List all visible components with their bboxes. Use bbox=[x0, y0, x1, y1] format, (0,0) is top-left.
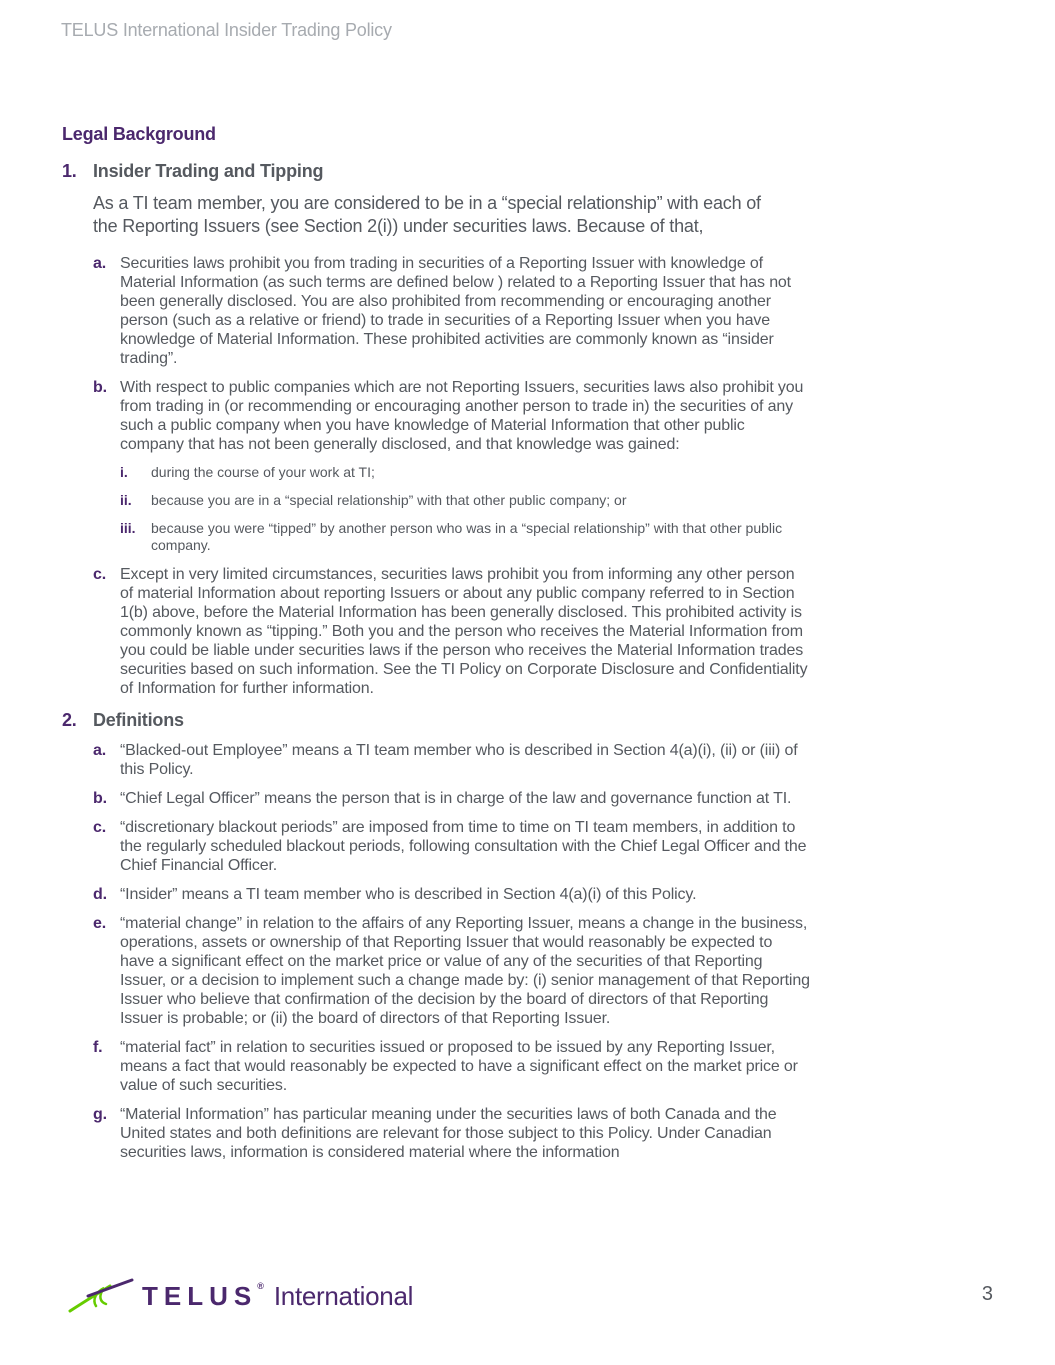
document-body bbox=[62, 124, 822, 1172]
list-item bbox=[93, 789, 822, 808]
section-number: 2. bbox=[62, 710, 77, 730]
list-item bbox=[93, 1038, 822, 1095]
list-item bbox=[93, 565, 822, 698]
sub-list-item bbox=[120, 520, 822, 554]
item-text: “material change” in relation to the affairs of any Reporting Issuer, means a change in the business, operations, assets or ownership of that Reporting Issuer that would reasonably be expected to have a significant effect on the market price or value of any of the securities of that Reporting Issuer, or a decision to implement such a change made by: (i) senior management of that Reporting Issuer who believe that confirmation of the decision by the board of directors of that Reporting Issuer is probable; or (ii) the board of directors of that Reporting Issuer. bbox=[120, 915, 810, 1027]
item-label: e. bbox=[93, 915, 107, 932]
registered-mark: ® bbox=[257, 1280, 264, 1291]
sub-item-label: iii. bbox=[120, 520, 136, 536]
section-1-heading bbox=[62, 161, 822, 182]
sub-list-item bbox=[120, 492, 822, 509]
sub-item-label: ii. bbox=[120, 492, 132, 508]
section-title: Insider Trading and Tipping bbox=[93, 161, 324, 181]
section-number: 1. bbox=[62, 161, 77, 181]
sub-item-label: i. bbox=[120, 464, 128, 480]
item-label: a. bbox=[93, 742, 107, 759]
item-text: “Material Information” has particular meaning under the securities laws of both Canada and the United states and both definitions are relevant for those subject to this Policy. Under Canadian securities laws, information is considered material where the information bbox=[120, 1106, 777, 1161]
list-item bbox=[93, 254, 822, 368]
item-label: c. bbox=[93, 819, 107, 836]
item-text: “Blacked-out Employee” means a TI team member who is described in Section 4(a)(i), (ii) or (iii) of this Policy. bbox=[120, 742, 798, 778]
item-label: b. bbox=[93, 379, 107, 396]
item-label: d. bbox=[93, 886, 107, 903]
telus-international-logo bbox=[66, 1278, 413, 1314]
logo-word: TELUS bbox=[142, 1280, 258, 1311]
sub-list-item bbox=[120, 464, 822, 481]
item-label: g. bbox=[93, 1106, 107, 1123]
sub-item-text: because you were “tipped” by another person who was in a “special relationship” with that other public company. bbox=[151, 520, 783, 553]
section-heading: Legal Background bbox=[62, 124, 216, 144]
list-item bbox=[93, 818, 822, 875]
logo-wordmark bbox=[142, 1281, 264, 1312]
telus-swoosh-icon bbox=[66, 1278, 136, 1314]
intro-paragraph: As a TI team member, you are considered to be in a “special relationship” with each of the Reporting Issuers (see Section 2(i)) under securities laws. Because of that, bbox=[93, 193, 761, 236]
item-text: “discretionary blackout periods” are imposed from time to time on TI team members, in addition to the regularly scheduled blackout periods, following consultation with the Chief Legal Officer and the Chief Financial Officer. bbox=[120, 819, 807, 874]
item-label: a. bbox=[93, 255, 107, 272]
item-text: Except in very limited circumstances, securities laws prohibit you from informing any other person of material Information about reporting Issuers or about any public company referred to in Section 1(b) above, before the Material Information has been generally disclosed. This prohibited activity is commonly known as “tipping.” Both you and the person who receives the Material Information from you could be liable under securities laws if the person who receives the Material Information trades securities based on such information. See the TI Policy on Corporate Disclosure and Confidentiality of Information for further information. bbox=[120, 566, 808, 697]
logo-suffix: International bbox=[273, 1280, 414, 1311]
item-text: “Chief Legal Officer” means the person that is in charge of the law and governance function at TI. bbox=[120, 790, 792, 807]
item-text: Securities laws prohibit you from trading in securities of a Reporting Issuer with knowledge of Material Information (as such terms are defined below ) related to a Reporting Issuer that has not been generally disclosed. You are also prohibited from recommending or encouraging another person (such as a relative or friend) to trade in securities of a Reporting Issuer when you have knowledge of Material Information. These prohibited activities are commonly known as “insider trading”. bbox=[120, 255, 791, 367]
section-title: Definitions bbox=[93, 710, 184, 730]
sub-item-text: because you are in a “special relationship” with that other public company; or bbox=[151, 492, 627, 508]
sub-item-text: during the course of your work at TI; bbox=[151, 464, 375, 480]
list-item bbox=[93, 914, 822, 1028]
list-item bbox=[93, 1105, 822, 1162]
section-2-heading bbox=[62, 710, 822, 731]
item-text: “Insider” means a TI team member who is described in Section 4(a)(i) of this Policy. bbox=[120, 886, 697, 903]
item-label: b. bbox=[93, 790, 107, 807]
list-item bbox=[93, 885, 822, 904]
header-title: TELUS International Insider Trading Policy bbox=[61, 20, 392, 40]
item-label: c. bbox=[93, 566, 107, 583]
page-number: 3 bbox=[981, 1283, 993, 1305]
item-label: f. bbox=[93, 1039, 103, 1056]
list-item bbox=[93, 378, 822, 454]
item-text: “material fact” in relation to securities issued or proposed to be issued by any Reporting Issuer, means a fact that would reasonably be expected to have a significant effect on the market price or value of such securities. bbox=[120, 1039, 798, 1094]
item-text: With respect to public companies which are not Reporting Issuers, securities laws also prohibit you from trading in (or recommending or encouraging another person to trade in) the securities of any such a public company when you have knowledge of Material Information that other public company that has not been generally disclosed, and that knowledge was gained: bbox=[120, 379, 804, 453]
list-item bbox=[93, 741, 822, 779]
